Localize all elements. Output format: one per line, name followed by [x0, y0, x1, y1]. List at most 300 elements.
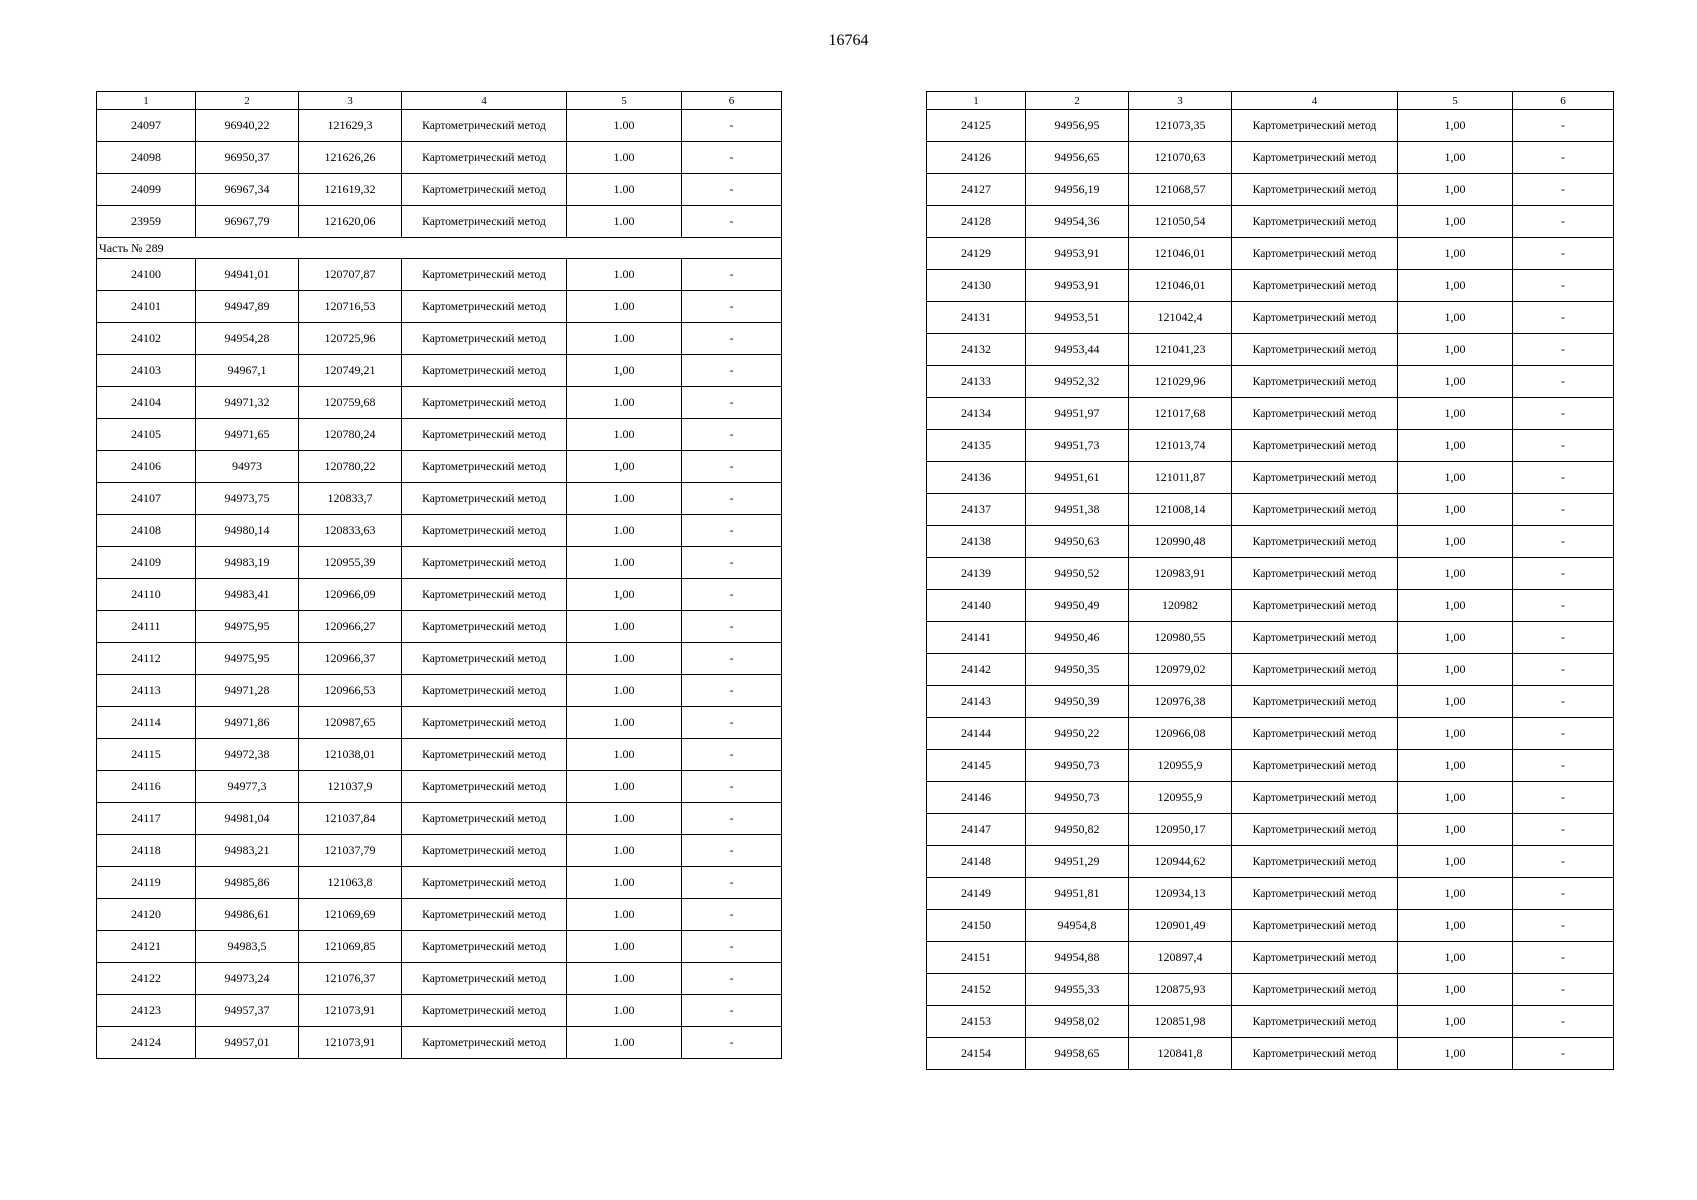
table-row	[97, 675, 782, 707]
method-cell: Картометрический метод	[402, 675, 567, 707]
method-cell: Картометрический метод	[402, 867, 567, 899]
method-cell: Картометрический метод	[1232, 942, 1398, 974]
accuracy-cell: 1.00	[567, 771, 682, 803]
table-row	[927, 750, 1614, 782]
table-row	[927, 206, 1614, 238]
note-cell: -	[682, 387, 782, 419]
method-cell: Картометрический метод	[402, 419, 567, 451]
y-coordinate-cell: 120966,37	[299, 643, 402, 675]
point-number-cell: 24142	[927, 654, 1026, 686]
note-cell: -	[682, 483, 782, 515]
header-col-4: 4	[1232, 92, 1398, 110]
x-coordinate-cell: 94953,91	[1026, 270, 1129, 302]
y-coordinate-cell: 121070,63	[1129, 142, 1232, 174]
method-cell: Картометрический метод	[402, 142, 567, 174]
point-number-cell: 24115	[97, 739, 196, 771]
x-coordinate-cell: 94956,95	[1026, 110, 1129, 142]
table-row	[97, 206, 782, 238]
point-number-cell: 24130	[927, 270, 1026, 302]
note-cell: -	[1513, 654, 1614, 686]
y-coordinate-cell: 121037,84	[299, 803, 402, 835]
x-coordinate-cell: 96967,34	[196, 174, 299, 206]
x-coordinate-cell: 94973,24	[196, 963, 299, 995]
method-cell: Картометрический метод	[402, 643, 567, 675]
method-cell: Картометрический метод	[1232, 910, 1398, 942]
y-coordinate-cell: 120976,38	[1129, 686, 1232, 718]
x-coordinate-cell: 94950,73	[1026, 782, 1129, 814]
point-number-cell: 24127	[927, 174, 1026, 206]
method-cell: Картометрический метод	[1232, 334, 1398, 366]
accuracy-cell: 1.00	[567, 931, 682, 963]
y-coordinate-cell: 120901,49	[1129, 910, 1232, 942]
table-row	[97, 611, 782, 643]
method-cell: Картометрический метод	[1232, 622, 1398, 654]
note-cell: -	[1513, 142, 1614, 174]
x-coordinate-cell: 94973,75	[196, 483, 299, 515]
y-coordinate-cell: 120990,48	[1129, 526, 1232, 558]
accuracy-cell: 1.00	[567, 515, 682, 547]
note-cell: -	[1513, 206, 1614, 238]
note-cell: -	[682, 579, 782, 611]
x-coordinate-cell: 96950,37	[196, 142, 299, 174]
note-cell: -	[1513, 1038, 1614, 1070]
point-number-cell: 24134	[927, 398, 1026, 430]
accuracy-cell: 1.00	[567, 867, 682, 899]
table-row	[927, 782, 1614, 814]
table-row	[927, 494, 1614, 526]
table-row	[97, 995, 782, 1027]
note-cell: -	[1513, 782, 1614, 814]
accuracy-cell: 1.00	[567, 142, 682, 174]
point-number-cell: 24145	[927, 750, 1026, 782]
table-row	[97, 259, 782, 291]
y-coordinate-cell: 121008,14	[1129, 494, 1232, 526]
note-cell: -	[682, 174, 782, 206]
y-coordinate-cell: 120780,24	[299, 419, 402, 451]
point-number-cell: 24140	[927, 590, 1026, 622]
table-row	[97, 323, 782, 355]
y-coordinate-cell: 120966,09	[299, 579, 402, 611]
note-cell: -	[1513, 878, 1614, 910]
method-cell: Картометрический метод	[1232, 718, 1398, 750]
note-cell: -	[1513, 558, 1614, 590]
y-coordinate-cell: 120875,93	[1129, 974, 1232, 1006]
x-coordinate-cell: 94950,22	[1026, 718, 1129, 750]
note-cell: -	[1513, 110, 1614, 142]
x-coordinate-cell: 94973	[196, 451, 299, 483]
method-cell: Картометрический метод	[1232, 974, 1398, 1006]
y-coordinate-cell: 121029,96	[1129, 366, 1232, 398]
point-number-cell: 24121	[97, 931, 196, 963]
table-row	[97, 291, 782, 323]
method-cell: Картометрический метод	[1232, 782, 1398, 814]
page-number: 16764	[828, 32, 869, 49]
accuracy-cell: 1.00	[567, 643, 682, 675]
y-coordinate-cell: 120897,4	[1129, 942, 1232, 974]
point-number-cell: 24153	[927, 1006, 1026, 1038]
note-cell: -	[682, 547, 782, 579]
x-coordinate-cell: 94957,01	[196, 1027, 299, 1059]
x-coordinate-cell: 94956,19	[1026, 174, 1129, 206]
point-number-cell: 24124	[97, 1027, 196, 1059]
table-row	[927, 814, 1614, 846]
accuracy-cell: 1,00	[1398, 494, 1513, 526]
x-coordinate-cell: 94980,14	[196, 515, 299, 547]
table-row	[97, 355, 782, 387]
table-header-row	[927, 92, 1614, 110]
x-coordinate-cell: 94950,52	[1026, 558, 1129, 590]
table-row	[927, 590, 1614, 622]
method-cell: Картометрический метод	[1232, 590, 1398, 622]
accuracy-cell: 1,00	[1398, 558, 1513, 590]
table-row	[927, 526, 1614, 558]
x-coordinate-cell: 94983,21	[196, 835, 299, 867]
header-col-2: 2	[1026, 92, 1129, 110]
note-cell: -	[682, 259, 782, 291]
method-cell: Картометрический метод	[1232, 1038, 1398, 1070]
point-number-cell: 24119	[97, 867, 196, 899]
method-cell: Картометрический метод	[1232, 270, 1398, 302]
method-cell: Картометрический метод	[402, 206, 567, 238]
note-cell: -	[1513, 750, 1614, 782]
note-cell: -	[1513, 526, 1614, 558]
accuracy-cell: 1,00	[1398, 654, 1513, 686]
method-cell: Картометрический метод	[1232, 238, 1398, 270]
note-cell: -	[1513, 302, 1614, 334]
x-coordinate-cell: 94958,65	[1026, 1038, 1129, 1070]
table-row	[927, 846, 1614, 878]
table-row	[97, 451, 782, 483]
table-row	[927, 878, 1614, 910]
y-coordinate-cell: 121011,87	[1129, 462, 1232, 494]
method-cell: Картометрический метод	[1232, 878, 1398, 910]
point-number-cell: 24146	[927, 782, 1026, 814]
point-number-cell: 24144	[927, 718, 1026, 750]
header-col-1: 1	[97, 92, 196, 110]
table-header-row	[97, 92, 782, 110]
table-row	[97, 483, 782, 515]
x-coordinate-cell: 94950,35	[1026, 654, 1129, 686]
y-coordinate-cell: 120983,91	[1129, 558, 1232, 590]
y-coordinate-cell: 121063,8	[299, 867, 402, 899]
point-number-cell: 24148	[927, 846, 1026, 878]
method-cell: Картометрический метод	[1232, 686, 1398, 718]
accuracy-cell: 1.00	[567, 174, 682, 206]
note-cell: -	[1513, 398, 1614, 430]
y-coordinate-cell: 121046,01	[1129, 270, 1232, 302]
x-coordinate-cell: 94954,28	[196, 323, 299, 355]
method-cell: Картометрический метод	[402, 387, 567, 419]
table-row	[97, 739, 782, 771]
x-coordinate-cell: 94983,5	[196, 931, 299, 963]
y-coordinate-cell: 120780,22	[299, 451, 402, 483]
point-number-cell: 24143	[927, 686, 1026, 718]
note-cell: -	[682, 419, 782, 451]
x-coordinate-cell: 94967,1	[196, 355, 299, 387]
note-cell: -	[1513, 430, 1614, 462]
x-coordinate-cell: 94951,61	[1026, 462, 1129, 494]
header-col-5: 5	[1398, 92, 1513, 110]
point-number-cell: 24125	[927, 110, 1026, 142]
note-cell: -	[1513, 174, 1614, 206]
table-row	[97, 963, 782, 995]
x-coordinate-cell: 94951,81	[1026, 878, 1129, 910]
y-coordinate-cell: 120934,13	[1129, 878, 1232, 910]
point-number-cell: 24113	[97, 675, 196, 707]
y-coordinate-cell: 121076,37	[299, 963, 402, 995]
method-cell: Картометрический метод	[1232, 430, 1398, 462]
accuracy-cell: 1.00	[567, 259, 682, 291]
y-coordinate-cell: 121620,06	[299, 206, 402, 238]
y-coordinate-cell: 121619,32	[299, 174, 402, 206]
note-cell: -	[1513, 590, 1614, 622]
accuracy-cell: 1,00	[1398, 110, 1513, 142]
y-coordinate-cell: 121017,68	[1129, 398, 1232, 430]
accuracy-cell: 1,00	[1398, 270, 1513, 302]
method-cell: Картометрический метод	[402, 110, 567, 142]
point-number-cell: 23959	[97, 206, 196, 238]
y-coordinate-cell: 121629,3	[299, 110, 402, 142]
accuracy-cell: 1,00	[1398, 238, 1513, 270]
accuracy-cell: 1,00	[567, 451, 682, 483]
x-coordinate-cell: 96967,79	[196, 206, 299, 238]
y-coordinate-cell: 120851,98	[1129, 1006, 1232, 1038]
header-col-6: 6	[682, 92, 782, 110]
table-row	[927, 110, 1614, 142]
method-cell: Картометрический метод	[402, 835, 567, 867]
header-col-1: 1	[927, 92, 1026, 110]
note-cell: -	[682, 611, 782, 643]
y-coordinate-cell: 121037,79	[299, 835, 402, 867]
table-row	[927, 430, 1614, 462]
y-coordinate-cell: 120980,55	[1129, 622, 1232, 654]
x-coordinate-cell: 94956,65	[1026, 142, 1129, 174]
section-header-row	[97, 238, 782, 259]
y-coordinate-cell: 120955,9	[1129, 750, 1232, 782]
accuracy-cell: 1.00	[567, 995, 682, 1027]
accuracy-cell: 1.00	[567, 419, 682, 451]
x-coordinate-cell: 94983,41	[196, 579, 299, 611]
note-cell: -	[1513, 974, 1614, 1006]
note-cell: -	[1513, 622, 1614, 654]
point-number-cell: 24126	[927, 142, 1026, 174]
x-coordinate-cell: 94977,3	[196, 771, 299, 803]
x-coordinate-cell: 94958,02	[1026, 1006, 1129, 1038]
x-coordinate-cell: 94950,63	[1026, 526, 1129, 558]
point-number-cell: 24123	[97, 995, 196, 1027]
note-cell: -	[682, 867, 782, 899]
note-cell: -	[682, 206, 782, 238]
accuracy-cell: 1,00	[1398, 782, 1513, 814]
accuracy-cell: 1,00	[1398, 846, 1513, 878]
point-number-cell: 24149	[927, 878, 1026, 910]
point-number-cell: 24103	[97, 355, 196, 387]
note-cell: -	[1513, 686, 1614, 718]
table-row	[927, 654, 1614, 686]
header-col-4: 4	[402, 92, 567, 110]
table-row	[97, 867, 782, 899]
table-row	[97, 771, 782, 803]
y-coordinate-cell: 120966,08	[1129, 718, 1232, 750]
point-number-cell: 24132	[927, 334, 1026, 366]
x-coordinate-cell: 94954,36	[1026, 206, 1129, 238]
y-coordinate-cell: 120716,53	[299, 291, 402, 323]
accuracy-cell: 1,00	[1398, 686, 1513, 718]
accuracy-cell: 1.00	[567, 675, 682, 707]
accuracy-cell: 1,00	[1398, 206, 1513, 238]
point-number-cell: 24118	[97, 835, 196, 867]
method-cell: Картометрический метод	[1232, 110, 1398, 142]
accuracy-cell: 1.00	[567, 739, 682, 771]
accuracy-cell: 1,00	[1398, 878, 1513, 910]
accuracy-cell: 1,00	[1398, 462, 1513, 494]
table-row	[927, 238, 1614, 270]
point-number-cell: 24101	[97, 291, 196, 323]
accuracy-cell: 1,00	[1398, 526, 1513, 558]
x-coordinate-cell: 94983,19	[196, 547, 299, 579]
x-coordinate-cell: 94975,95	[196, 643, 299, 675]
table-row	[97, 803, 782, 835]
y-coordinate-cell: 121069,85	[299, 931, 402, 963]
accuracy-cell: 1.00	[567, 1027, 682, 1059]
method-cell: Картометрический метод	[402, 259, 567, 291]
method-cell: Картометрический метод	[402, 547, 567, 579]
note-cell: -	[1513, 238, 1614, 270]
y-coordinate-cell: 121042,4	[1129, 302, 1232, 334]
y-coordinate-cell: 121068,57	[1129, 174, 1232, 206]
x-coordinate-cell: 94950,73	[1026, 750, 1129, 782]
point-number-cell: 24099	[97, 174, 196, 206]
x-coordinate-cell: 94941,01	[196, 259, 299, 291]
table-row	[927, 622, 1614, 654]
x-coordinate-cell: 94975,95	[196, 611, 299, 643]
note-cell: -	[1513, 494, 1614, 526]
accuracy-cell: 1.00	[567, 483, 682, 515]
note-cell: -	[1513, 1006, 1614, 1038]
y-coordinate-cell: 121626,26	[299, 142, 402, 174]
method-cell: Картометрический метод	[1232, 814, 1398, 846]
y-coordinate-cell: 120955,9	[1129, 782, 1232, 814]
accuracy-cell: 1,00	[1398, 718, 1513, 750]
note-cell: -	[1513, 942, 1614, 974]
note-cell: -	[682, 323, 782, 355]
header-col-3: 3	[1129, 92, 1232, 110]
accuracy-cell: 1,00	[1398, 942, 1513, 974]
method-cell: Картометрический метод	[1232, 142, 1398, 174]
point-number-cell: 24152	[927, 974, 1026, 1006]
accuracy-cell: 1.00	[567, 110, 682, 142]
x-coordinate-cell: 94971,86	[196, 707, 299, 739]
table-row	[97, 579, 782, 611]
table-row	[97, 110, 782, 142]
note-cell: -	[1513, 462, 1614, 494]
table-row	[97, 643, 782, 675]
accuracy-cell: 1.00	[567, 291, 682, 323]
note-cell: -	[682, 675, 782, 707]
table-row	[927, 366, 1614, 398]
point-number-cell: 24100	[97, 259, 196, 291]
table-row	[97, 931, 782, 963]
x-coordinate-cell: 94947,89	[196, 291, 299, 323]
note-cell: -	[682, 451, 782, 483]
accuracy-cell: 1,00	[1398, 334, 1513, 366]
accuracy-cell: 1,00	[1398, 750, 1513, 782]
accuracy-cell: 1,00	[1398, 1006, 1513, 1038]
note-cell: -	[682, 142, 782, 174]
header-col-5: 5	[567, 92, 682, 110]
table-row	[927, 174, 1614, 206]
point-number-cell: 24117	[97, 803, 196, 835]
table-row	[927, 462, 1614, 494]
table-row	[927, 398, 1614, 430]
y-coordinate-cell: 120841,8	[1129, 1038, 1232, 1070]
note-cell: -	[682, 963, 782, 995]
x-coordinate-cell: 94954,88	[1026, 942, 1129, 974]
method-cell: Картометрический метод	[1232, 206, 1398, 238]
y-coordinate-cell: 121041,23	[1129, 334, 1232, 366]
method-cell: Картометрический метод	[402, 515, 567, 547]
method-cell: Картометрический метод	[402, 1027, 567, 1059]
table-row	[927, 974, 1614, 1006]
point-number-cell: 24147	[927, 814, 1026, 846]
y-coordinate-cell: 120749,21	[299, 355, 402, 387]
method-cell: Картометрический метод	[1232, 558, 1398, 590]
note-cell: -	[1513, 366, 1614, 398]
x-coordinate-cell: 94950,49	[1026, 590, 1129, 622]
point-number-cell: 24105	[97, 419, 196, 451]
x-coordinate-cell: 94954,8	[1026, 910, 1129, 942]
table-row	[97, 547, 782, 579]
accuracy-cell: 1,00	[1398, 814, 1513, 846]
accuracy-cell: 1.00	[567, 387, 682, 419]
method-cell: Картометрический метод	[1232, 462, 1398, 494]
note-cell: -	[1513, 270, 1614, 302]
accuracy-cell: 1.00	[567, 323, 682, 355]
point-number-cell: 24138	[927, 526, 1026, 558]
table-row	[97, 419, 782, 451]
method-cell: Картометрический метод	[402, 931, 567, 963]
x-coordinate-cell: 94952,32	[1026, 366, 1129, 398]
point-number-cell: 24141	[927, 622, 1026, 654]
x-coordinate-cell: 94957,37	[196, 995, 299, 1027]
method-cell: Картометрический метод	[1232, 654, 1398, 686]
y-coordinate-cell: 121013,74	[1129, 430, 1232, 462]
x-coordinate-cell: 94950,46	[1026, 622, 1129, 654]
point-number-cell: 24111	[97, 611, 196, 643]
point-number-cell: 24106	[97, 451, 196, 483]
method-cell: Картометрический метод	[402, 771, 567, 803]
accuracy-cell: 1,00	[1398, 174, 1513, 206]
note-cell: -	[682, 835, 782, 867]
table-row	[97, 515, 782, 547]
y-coordinate-cell: 120979,02	[1129, 654, 1232, 686]
accuracy-cell: 1,00	[567, 355, 682, 387]
method-cell: Картометрический метод	[402, 963, 567, 995]
accuracy-cell: 1,00	[1398, 366, 1513, 398]
table-row	[927, 942, 1614, 974]
accuracy-cell: 1,00	[1398, 398, 1513, 430]
note-cell: -	[682, 1027, 782, 1059]
table-row	[97, 174, 782, 206]
point-number-cell: 24098	[97, 142, 196, 174]
note-cell: -	[682, 515, 782, 547]
x-coordinate-cell: 94950,39	[1026, 686, 1129, 718]
table-row	[97, 835, 782, 867]
accuracy-cell: 1,00	[1398, 590, 1513, 622]
y-coordinate-cell: 121073,91	[299, 995, 402, 1027]
note-cell: -	[682, 291, 782, 323]
point-number-cell: 24136	[927, 462, 1026, 494]
